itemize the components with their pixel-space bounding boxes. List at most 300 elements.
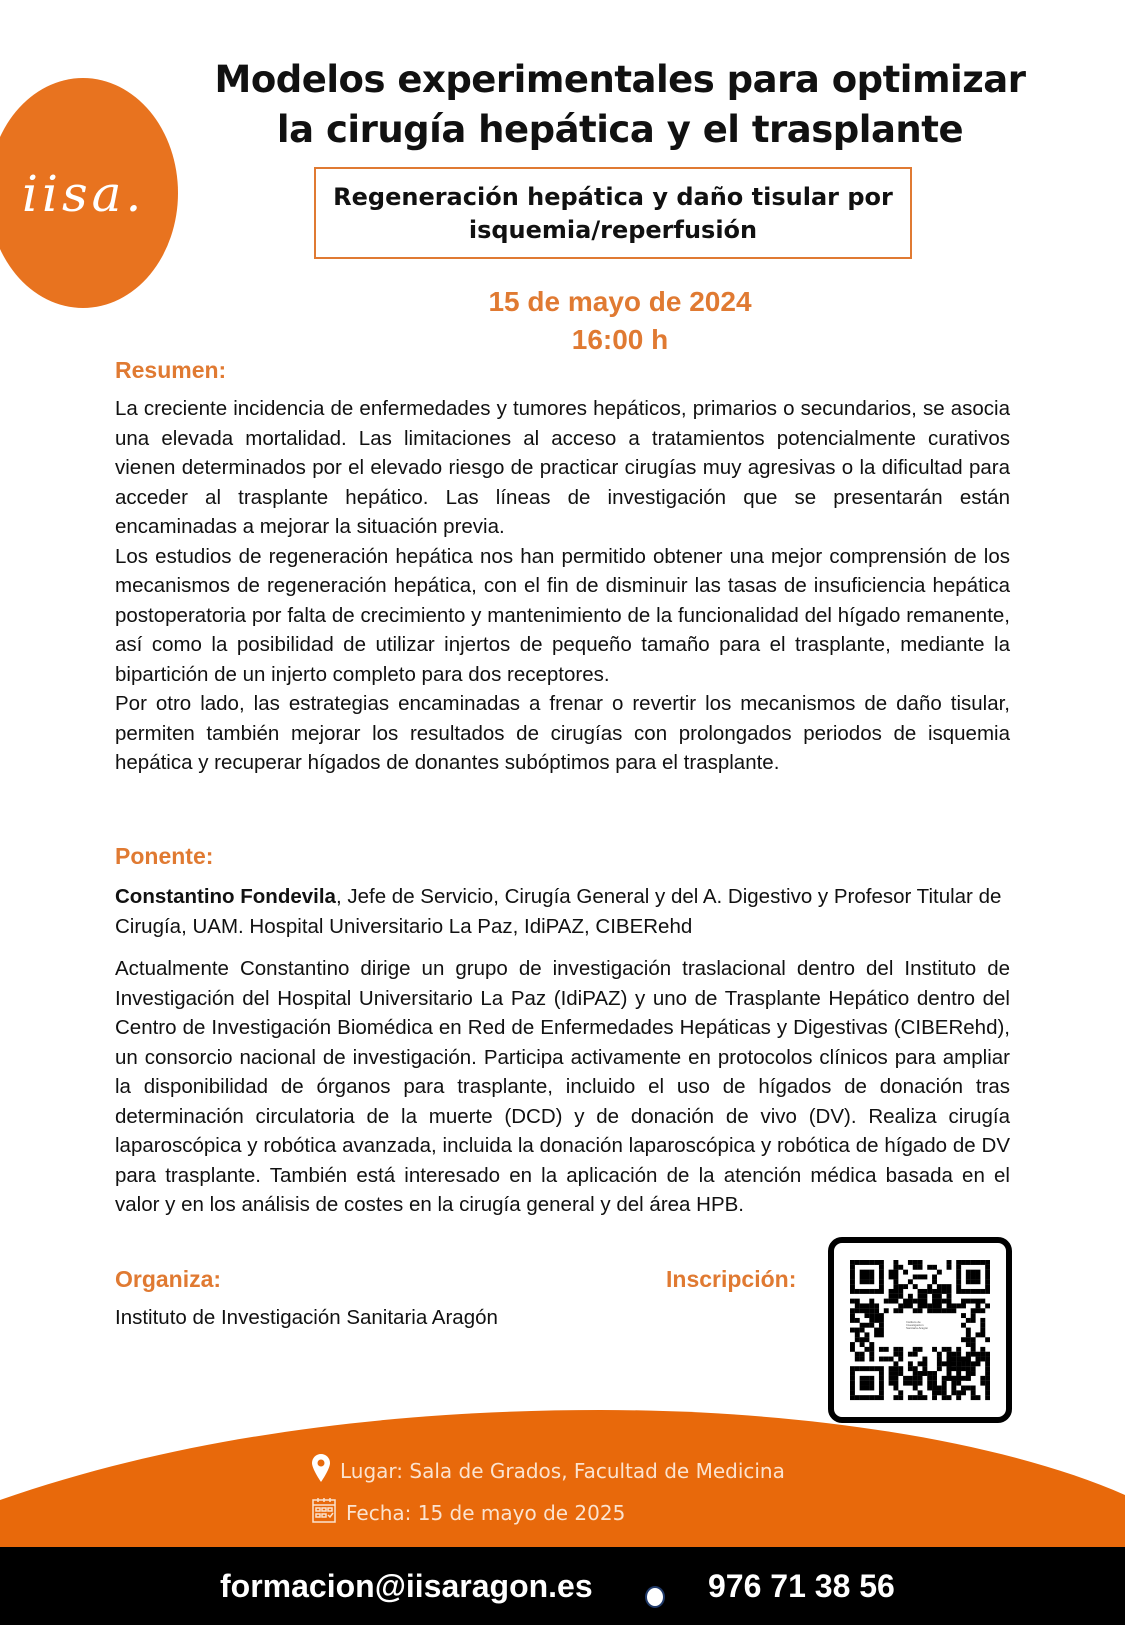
qr-module xyxy=(971,1352,976,1357)
qr-module xyxy=(971,1366,976,1371)
qr-module xyxy=(860,1381,865,1386)
qr-module xyxy=(922,1299,927,1304)
qr-module xyxy=(927,1308,932,1313)
qr-module xyxy=(918,1265,923,1270)
subtitle-line-1: Regeneración hepática y daño tisular por xyxy=(333,183,893,211)
qr-module xyxy=(893,1386,898,1391)
qr-module xyxy=(855,1299,860,1304)
qr-module xyxy=(976,1270,981,1275)
qr-module xyxy=(898,1395,903,1400)
qr-module xyxy=(932,1289,937,1294)
qr-module xyxy=(980,1332,985,1337)
qr-module xyxy=(985,1371,990,1376)
qr-module xyxy=(961,1260,966,1265)
qr-module xyxy=(884,1299,889,1304)
qr-module xyxy=(893,1395,898,1400)
qr-module xyxy=(922,1371,927,1376)
qr-module xyxy=(971,1279,976,1284)
registration-qr-code[interactable] xyxy=(828,1237,1012,1423)
qr-module xyxy=(879,1376,884,1381)
qr-module xyxy=(932,1299,937,1304)
qr-module xyxy=(980,1289,985,1294)
qr-module xyxy=(922,1357,927,1362)
qr-module xyxy=(956,1376,961,1381)
qr-module xyxy=(879,1386,884,1391)
qr-module xyxy=(879,1357,884,1362)
qr-module xyxy=(927,1371,932,1376)
qr-module xyxy=(980,1318,985,1323)
qr-module xyxy=(879,1390,884,1395)
qr-module xyxy=(869,1352,874,1357)
qr-module xyxy=(869,1313,874,1318)
qr-module xyxy=(961,1289,966,1294)
venue-line xyxy=(312,1454,785,1487)
qr-module xyxy=(942,1308,947,1313)
qr-module xyxy=(980,1323,985,1328)
qr-module xyxy=(855,1352,860,1357)
resumen-heading: Resumen: xyxy=(115,357,227,383)
qr-module xyxy=(913,1347,918,1352)
qr-module xyxy=(918,1289,923,1294)
qr-module xyxy=(966,1366,971,1371)
qr-module xyxy=(976,1352,981,1357)
qr-module xyxy=(869,1395,874,1400)
qr-module xyxy=(879,1366,884,1371)
qr-module xyxy=(884,1308,889,1313)
qr-module xyxy=(898,1357,903,1362)
resumen-paragraph: Por otro lado, las estrategias encaminadas a frenar o revertir los mecanismos de daño tisular, permiten también mejorar los resultados de cirugías con prolongados periodos de isquemia hepática y recuperar hígados de donantes subóptimos para el trasplante. xyxy=(115,692,1010,774)
qr-module xyxy=(855,1303,860,1308)
qr-module xyxy=(898,1294,903,1299)
qr-module xyxy=(889,1289,894,1294)
qr-module xyxy=(864,1260,869,1265)
qr-module xyxy=(908,1376,913,1381)
qr-module xyxy=(903,1303,908,1308)
qr-module xyxy=(893,1366,898,1371)
qr-module xyxy=(918,1376,923,1381)
qr-module xyxy=(966,1299,971,1304)
qr-module xyxy=(985,1303,990,1308)
qr-module xyxy=(951,1352,956,1357)
qr-module xyxy=(956,1284,961,1289)
qr-module xyxy=(976,1361,981,1366)
qr-module xyxy=(898,1284,903,1289)
resumen-paragraph: La creciente incidencia de enfermedades y tumores hepáticos, primarios o secundarios, se asocia una elevada mortalidad. Las limitaciones al acceso a tratamientos potencialmente curativos vienen determinados por el elevado riesgo de practicar cirugías muy agresivas o la dificultad para acceder al trasplante hepático. Las líneas de investigación que se presentarán están encaminadas a mejorar la situación previa. xyxy=(115,397,1010,538)
qr-module xyxy=(971,1342,976,1347)
qr-module xyxy=(985,1352,990,1357)
qr-module xyxy=(951,1303,956,1308)
qr-module xyxy=(937,1390,942,1395)
qr-module xyxy=(869,1308,874,1313)
qr-module xyxy=(864,1270,869,1275)
qr-module xyxy=(971,1289,976,1294)
qr-module xyxy=(966,1371,971,1376)
qr-module xyxy=(922,1294,927,1299)
qr-module xyxy=(860,1323,865,1328)
qr-module xyxy=(879,1323,884,1328)
qr-module xyxy=(864,1366,869,1371)
qr-module xyxy=(971,1299,976,1304)
qr-module xyxy=(971,1308,976,1313)
qr-module xyxy=(971,1270,976,1275)
qr-module xyxy=(918,1274,923,1279)
qr-module xyxy=(980,1357,985,1362)
qr-module xyxy=(893,1279,898,1284)
qr-module xyxy=(947,1308,952,1313)
qr-module xyxy=(893,1265,898,1270)
qr-module xyxy=(976,1274,981,1279)
qr-module xyxy=(869,1357,874,1362)
organiza-heading: Organiza: xyxy=(115,1266,222,1292)
qr-module xyxy=(860,1303,865,1308)
qr-module xyxy=(966,1337,971,1342)
separator-dot-icon xyxy=(645,1586,665,1608)
qr-module xyxy=(932,1390,937,1395)
qr-module xyxy=(913,1386,918,1391)
qr-module xyxy=(937,1366,942,1371)
qr-module xyxy=(889,1274,894,1279)
qr-module xyxy=(898,1308,903,1313)
qr-module xyxy=(966,1328,971,1333)
qr-module xyxy=(971,1371,976,1376)
qr-module xyxy=(971,1313,976,1318)
qr-module xyxy=(947,1294,952,1299)
qr-module xyxy=(898,1347,903,1352)
qr-module xyxy=(913,1299,918,1304)
qr-module xyxy=(942,1376,947,1381)
qr-module xyxy=(966,1270,971,1275)
qr-module xyxy=(893,1274,898,1279)
qr-module xyxy=(864,1347,869,1352)
qr-module xyxy=(869,1347,874,1352)
qr-module xyxy=(903,1376,908,1381)
qr-module xyxy=(947,1361,952,1366)
qr-module xyxy=(869,1299,874,1304)
qr-module xyxy=(903,1381,908,1386)
qr-module xyxy=(874,1366,879,1371)
contact-phone[interactable]: 976 71 38 56 xyxy=(708,1568,895,1604)
qr-module xyxy=(869,1376,874,1381)
qr-module xyxy=(864,1279,869,1284)
qr-module xyxy=(956,1395,961,1400)
qr-module xyxy=(985,1274,990,1279)
qr-module xyxy=(980,1347,985,1352)
qr-module xyxy=(966,1332,971,1337)
qr-module xyxy=(985,1381,990,1386)
qr-module xyxy=(980,1308,985,1313)
qr-module xyxy=(898,1289,903,1294)
qr-module xyxy=(864,1313,869,1318)
qr-module xyxy=(961,1376,966,1381)
qr-module xyxy=(947,1371,952,1376)
qr-module xyxy=(976,1332,981,1337)
qr-module xyxy=(879,1274,884,1279)
qr-module xyxy=(869,1366,874,1371)
qr-module xyxy=(893,1371,898,1376)
qr-module xyxy=(966,1376,971,1381)
qr-module xyxy=(980,1376,985,1381)
qr-module xyxy=(966,1361,971,1366)
qr-module xyxy=(947,1303,952,1308)
qr-module xyxy=(879,1284,884,1289)
qr-module xyxy=(893,1299,898,1304)
qr-module xyxy=(942,1284,947,1289)
qr-module xyxy=(879,1265,884,1270)
qr-module xyxy=(908,1279,913,1284)
qr-module xyxy=(980,1260,985,1265)
qr-module xyxy=(951,1361,956,1366)
qr-module xyxy=(860,1386,865,1391)
qr-module xyxy=(913,1376,918,1381)
qr-module xyxy=(966,1352,971,1357)
qr-module xyxy=(985,1395,990,1400)
qr-module xyxy=(966,1357,971,1362)
qr-module xyxy=(908,1299,913,1304)
qr-module xyxy=(961,1390,966,1395)
qr-module xyxy=(893,1289,898,1294)
qr-module xyxy=(855,1366,860,1371)
qr-module xyxy=(869,1386,874,1391)
qr-module xyxy=(874,1289,879,1294)
qr-module xyxy=(956,1265,961,1270)
qr-module xyxy=(951,1386,956,1391)
qr-module xyxy=(985,1390,990,1395)
qr-module xyxy=(956,1347,961,1352)
qr-module xyxy=(942,1361,947,1366)
qr-module xyxy=(889,1270,894,1275)
qr-module xyxy=(956,1270,961,1275)
qr-module xyxy=(850,1299,855,1304)
logo-text: iisa. xyxy=(22,165,146,223)
qr-module xyxy=(976,1303,981,1308)
qr-module xyxy=(937,1308,942,1313)
qr-module xyxy=(864,1337,869,1342)
qr-module xyxy=(869,1260,874,1265)
qr-module xyxy=(932,1303,937,1308)
qr-code-icon xyxy=(850,1259,990,1401)
contact-email[interactable]: formacion@iisaragon.es xyxy=(220,1568,593,1604)
qr-module xyxy=(889,1299,894,1304)
qr-module xyxy=(922,1395,927,1400)
qr-module xyxy=(869,1274,874,1279)
qr-module xyxy=(947,1284,952,1289)
venue-text: Lugar: Sala de Grados, Facultad de Medicina xyxy=(340,1458,785,1483)
page-title xyxy=(200,55,1040,155)
speaker-affiliation: , Jefe de Servicio, Cirugía General y del A. Digestivo y Profesor Titular de Cirugía, UAM. Hospital Universitario La Paz, IdiPAZ, CIBERehd xyxy=(115,885,1002,938)
qr-module xyxy=(937,1270,942,1275)
qr-module xyxy=(850,1260,855,1265)
qr-module xyxy=(850,1270,855,1275)
qr-module xyxy=(922,1274,927,1279)
qr-module xyxy=(893,1308,898,1313)
qr-module xyxy=(893,1260,898,1265)
qr-module xyxy=(869,1381,874,1386)
qr-module xyxy=(976,1308,981,1313)
qr-module xyxy=(956,1381,961,1386)
qr-module xyxy=(874,1313,879,1318)
qr-module xyxy=(918,1395,923,1400)
qr-module xyxy=(913,1274,918,1279)
qr-module xyxy=(889,1357,894,1362)
qr-module xyxy=(869,1318,874,1323)
date-text: Fecha: 15 de mayo de 2025 xyxy=(346,1500,626,1525)
qr-module xyxy=(985,1337,990,1342)
qr-module xyxy=(860,1395,865,1400)
qr-module xyxy=(927,1376,932,1381)
qr-module xyxy=(985,1357,990,1362)
qr-module xyxy=(927,1265,932,1270)
qr-module xyxy=(884,1347,889,1352)
qr-module xyxy=(855,1357,860,1362)
qr-module xyxy=(850,1274,855,1279)
qr-module xyxy=(879,1381,884,1386)
qr-module xyxy=(908,1294,913,1299)
qr-module xyxy=(860,1328,865,1333)
qr-module xyxy=(908,1361,913,1366)
qr-module xyxy=(879,1395,884,1400)
qr-module xyxy=(893,1294,898,1299)
qr-module xyxy=(937,1289,942,1294)
qr-module xyxy=(864,1395,869,1400)
qr-module xyxy=(985,1284,990,1289)
qr-module xyxy=(850,1308,855,1313)
qr-module xyxy=(855,1328,860,1333)
qr-module xyxy=(942,1386,947,1391)
qr-module xyxy=(966,1318,971,1323)
qr-module xyxy=(951,1376,956,1381)
qr-module xyxy=(961,1337,966,1342)
qr-module xyxy=(908,1395,913,1400)
qr-module xyxy=(874,1260,879,1265)
qr-module xyxy=(922,1366,927,1371)
qr-module xyxy=(864,1308,869,1313)
qr-module xyxy=(913,1371,918,1376)
qr-module xyxy=(966,1279,971,1284)
inscripcion-heading: Inscripción: xyxy=(666,1266,797,1292)
qr-module xyxy=(874,1308,879,1313)
qr-module xyxy=(879,1332,884,1337)
qr-module xyxy=(922,1303,927,1308)
qr-module xyxy=(898,1303,903,1308)
speaker-bio: Actualmente Constantino dirige un grupo de investigación traslacional dentro del Instituto de Investigación del Hospital Universitario La Paz (IdiPAZ) y uno de Trasplante Hepático dentro del Centro de Investigación Biomédica en Red de Enfermedades Hepáticas y Digestivas (CIBERehd), un consorcio nacional de investigación. Participa activamente en protocolos clínicos para ampliar la disponibilidad de órganos para trasplante, incluido el uso de hígados de donación tras determinación circulatoria de la muerte (DCD) y de donación de vivo (DV). Realiza cirugía laparoscópica y robótica avanzada, incluida la donación laparoscópica y robótica de hígado de DV para trasplante. También está interesado en la aplicación de la atención médica basada en el valor y en los análisis de costes en la cirugía general y del área HPB. xyxy=(115,957,1010,1216)
qr-module xyxy=(961,1386,966,1391)
calendar-icon xyxy=(312,1497,336,1528)
qr-module xyxy=(932,1381,937,1386)
organizer-name: Instituto de Investigación Sanitaria Aragón xyxy=(115,1306,498,1329)
qr-module xyxy=(864,1332,869,1337)
qr-module xyxy=(855,1337,860,1342)
qr-module xyxy=(956,1371,961,1376)
qr-module xyxy=(932,1308,937,1313)
qr-module xyxy=(850,1342,855,1347)
qr-module xyxy=(947,1366,952,1371)
qr-module xyxy=(985,1279,990,1284)
qr-module xyxy=(864,1386,869,1391)
qr-module xyxy=(860,1260,865,1265)
qr-module xyxy=(864,1323,869,1328)
qr-module xyxy=(937,1361,942,1366)
qr-module xyxy=(879,1260,884,1265)
qr-module xyxy=(947,1357,952,1362)
qr-module xyxy=(942,1390,947,1395)
qr-module xyxy=(850,1371,855,1376)
qr-module xyxy=(898,1265,903,1270)
qr-module xyxy=(874,1332,879,1337)
qr-module xyxy=(932,1279,937,1284)
qr-module xyxy=(918,1299,923,1304)
qr-module xyxy=(879,1270,884,1275)
qr-module xyxy=(956,1361,961,1366)
qr-module xyxy=(850,1366,855,1371)
qr-module xyxy=(947,1289,952,1294)
qr-module xyxy=(855,1308,860,1313)
qr-module xyxy=(864,1376,869,1381)
qr-module xyxy=(976,1289,981,1294)
qr-module xyxy=(855,1332,860,1337)
qr-module xyxy=(966,1342,971,1347)
qr-module xyxy=(942,1395,947,1400)
qr-module xyxy=(918,1361,923,1366)
qr-module xyxy=(869,1289,874,1294)
qr-module xyxy=(879,1313,884,1318)
event-datetime xyxy=(200,283,1040,359)
qr-module xyxy=(889,1376,894,1381)
qr-module xyxy=(951,1390,956,1395)
qr-module xyxy=(961,1323,966,1328)
event-date: 15 de mayo de 2024 xyxy=(488,286,752,317)
qr-module xyxy=(908,1352,913,1357)
qr-module xyxy=(918,1381,923,1386)
qr-module xyxy=(869,1279,874,1284)
date-line xyxy=(312,1497,625,1528)
qr-module xyxy=(864,1381,869,1386)
qr-module xyxy=(893,1284,898,1289)
qr-module xyxy=(918,1371,923,1376)
qr-module xyxy=(879,1328,884,1333)
qr-module xyxy=(855,1260,860,1265)
qr-module xyxy=(869,1323,874,1328)
qr-module xyxy=(864,1289,869,1294)
qr-module xyxy=(850,1284,855,1289)
qr-module xyxy=(985,1361,990,1366)
qr-module xyxy=(860,1342,865,1347)
qr-module xyxy=(879,1347,884,1352)
qr-module xyxy=(971,1347,976,1352)
qr-module xyxy=(956,1274,961,1279)
qr-module xyxy=(956,1279,961,1284)
qr-module xyxy=(971,1386,976,1391)
qr-module xyxy=(884,1357,889,1362)
qr-module xyxy=(860,1376,865,1381)
qr-module xyxy=(980,1352,985,1357)
qr-module xyxy=(966,1386,971,1391)
qr-module xyxy=(850,1313,855,1318)
subtitle-box xyxy=(314,167,912,259)
subtitle-line-2: isquemia/reperfusión xyxy=(468,216,758,244)
qr-module xyxy=(869,1270,874,1275)
qr-module xyxy=(985,1270,990,1275)
qr-module xyxy=(908,1381,913,1386)
qr-module xyxy=(937,1352,942,1357)
qr-module xyxy=(860,1337,865,1342)
iisa-logo xyxy=(0,78,178,308)
qr-module xyxy=(980,1299,985,1304)
qr-module xyxy=(913,1284,918,1289)
qr-module xyxy=(985,1386,990,1391)
qr-module xyxy=(971,1361,976,1366)
qr-module xyxy=(850,1381,855,1386)
qr-module xyxy=(855,1395,860,1400)
